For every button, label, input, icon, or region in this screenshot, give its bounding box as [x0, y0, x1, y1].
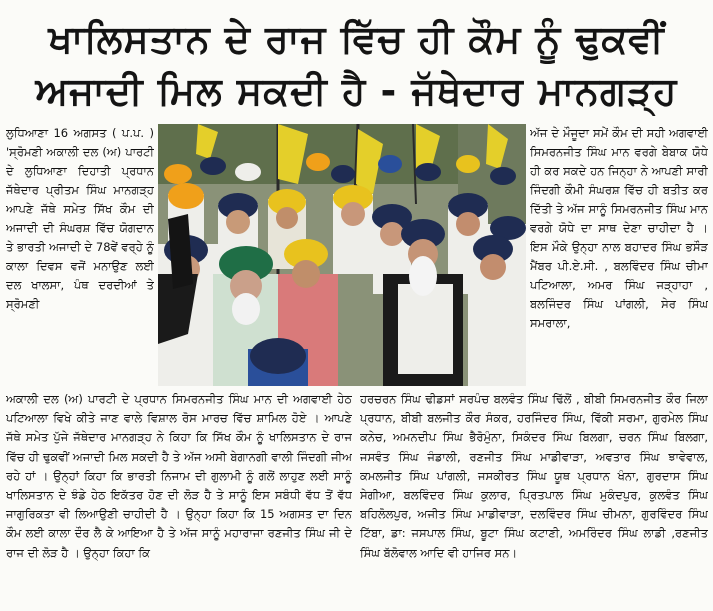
- protest-photo: [158, 124, 526, 386]
- article-bottom-right-column: ਹਰਚਰਨ ਸਿੰਘ ਢੀਡਸਾਂ ਸਰਪੰਚ ਬਲਵੰਤ ਸਿੰਘ ਢਿੱਲੋਂ , ਬੀਬੀ ਸਿਮਰਨਜੀਤ ਕੌਰ ਜਿਲਾ ਪ੍ਰਧਾਨ, ਬੀਬੀ ਬਲਜੀਤ ਕੌਰ ਸੰਕਰ, ਹਰਜਿੰਦਰ ਸਿੰਘ, ਵਿੱਕੀ ਸਰਮਾ, ਗੁਰਮੇਲ ਸਿੰਘ ਕਨੇਚ, ਅਮਨਦੀਪ ਸਿੰਘ ਭੈਰੋਮੁੰਨਾ, ਸਿਕੰਦਰ ਸਿੰਘ ਬਿਲਗਾ, ਚਰਨ ਸਿੰਘ ਬਿਲਗਾ, ਜਸਵੰਤ ਸਿੰਘ ਜੰਡਾਲੀ, ਰਣਜੀਤ ਸਿੰਘ ਮਾਡੀਵਾੜਾ, ਅਵਤਾਰ ਸਿੰਘ ਝਾਵੇਵਾਲ, ਕਮਲਜੀਤ ਸਿੰਘ ਪਾਂਗਲੀ, ਜਸਕੀਰਤ ਸਿੰਘ ਯੂਥ ਪ੍ਰਧਾਨ ਖੰਨਾ, ਗੁਰਦਾਸ ਸਿੰਘ ਸੇਗੀਆ, ਬਲਵਿੰਦਰ ਸਿੰਘ ਕੁਲਾਰ, ਪ੍ਰਿਤਪਾਲ ਸਿੰਘ ਮੁਕੰਦਪੁਰ, ਕੁਲਵੰਤ ਸਿੰਘ ਬਹਿਲੋਲਪੁਰ, ਅਜੀਤ ਸਿੰਘ ਮਾਡੀਵਾੜਾ, ਦਲਵਿੰਦਰ ਸਿੰਘ ਚੀਮਨਾ, ਗੁਰਵਿੰਦਰ ਸਿੰਘ ਟਿੱਬਾ, ਡਾ: ਜਸਪਾਲ ਸਿੰਘ, ਬੂਟਾ ਸਿੰਘ ਕਟਾਣੀ, ਅਮਰਿੰਦਰ ਸਿੰਘ ਲਾਡੀ ,ਰਣਜੀਤ ਸਿੰਘ ਬੱਲੋਵਾਲ ਆਦਿ ਵੀ ਹਾਜਿਰ ਸਨ।: [360, 392, 708, 560]
- article-bottom-left-column: ਅਕਾਲੀ ਦਲ (ਅ) ਪਾਰਟੀ ਦੇ ਪ੍ਰਧਾਨ ਸਿਮਰਨਜੀਤ ਸਿੰਘ ਮਾਨ ਦੀ ਅਗਵਾਈ ਹੇਠ ਪਟਿਆਲਾ ਵਿਖੇ ਕੀਤੇ ਜਾਣ ਵਾਲੇ ਵਿਸ਼ਾਲ ਰੋਸ ਮਾਰਚ ਵਿੱਚ ਸ਼ਾਮਿਲ ਹੋਏ । ਆਪਣੇ ਜੱਥੇ ਸਮੇਤ ਪੁੱਜੇ ਜੱਥੇਦਾਰ ਮਾਨਗੜ੍ਹ ਨੇ ਕਿਹਾ ਕਿ ਸਿੱਖ ਕੌਮ ਨੂੰ ਖਾਲਿਸਤਾਨ ਦੇ ਰਾਜ ਵਿੱਚ ਹੀ ਢੁਕਵੀਂ ਅਜਾਦੀ ਮਿਲ ਸਕਦੀ ਹੈ ਤੇ ਅੱਜ ਅਸੀ ਬੇਗਾਨਗੀ ਵਾਲੀ ਜਿੰਦਗੀ ਜੀਅ ਰਹੇ ਹਾਂ । ਉਨ੍ਹਾਂ ਕਿਹਾ ਕਿ ਭਾਰਤੀ ਨਿਜਾਮ ਦੀ ਗੁਲਾਮੀ ਨੂੰ ਗਲੋਂ ਲਾਹੁਣ ਲਈ ਸਾਨੂੰ ਖਾਲਿਸਤਾਨ ਦੇ ਝੰਡੇ ਹੇਠ ਇਕੱਤਰ ਹੋਣ ਦੀ ਲੋੜ ਹੈ ਤੇ ਸਾਨੂੰ ਇਸ ਸਬੰਧੀ ਵੱਧ ਤੋਂ ਵੱਧ ਜਾਗੁਰਿਕਤਾ ਵੀ ਲਿਆਉਣੀ ਚਾਹੀਦੀ ਹੈ । ਉਨ੍ਹਾ ਕਿਹਾ ਕਿ 15 ਅਗਸਤ ਦਾ ਦਿਨ ਕੌਮ ਲਈ ਕਾਲਾ ਦੌਰ ਲੈ ਕੇ ਆਇਆ ਹੈ ਤੇ ਅੱਜ ਸਾਨੂੰ ਮਹਾਰਾਜਾ ਰਣਜੀਤ ਸਿੰਘ ਜੀ ਦੇ ਰਾਜ ਦੀ ਲੋੜ ਹੈ । ਉਨ੍ਹਾ ਕਿਹਾ ਕਿ: [6, 392, 352, 560]
- article-right-column: ਅੱਜ ਦੇ ਮੌਜੂਦਾ ਸਮੇਂ ਕੌਮ ਦੀ ਸਹੀ ਅਗਵਾਈ ਸਿਮਰਨਜੀਤ ਸਿੰਘ ਮਾਨ ਵਰਗੇ ਬੇਬਾਕ ਯੋਧੇ ਹੀ ਕਰ ਸਕਦੇ ਹਨ ਜਿਨ੍ਹਾ ਨੇ ਆਪਣੀ ਸਾਰੀ ਜਿੰਦਗੀ ਕੌਮੀ ਸੰਘਰਸ਼ ਵਿੱਚ ਹੀ ਬਤੀਤ ਕਰ ਦਿੱਤੀ ਤੇ ਅੱਜ ਸਾਨੂੰ ਸਿਮਰਨਜੀਤ ਸਿੰਘ ਮਾਨ ਵਰਗੇ ਯੋਧੇ ਦਾ ਸਾਥ ਦੇਣਾ ਚਾਹੀਦਾ ਹੈ । ਇਸ ਮੌਕੇ ਉਨ੍ਹਾ ਨਾਲ ਬਹਾਦਰ ਸਿੰਘ ਭਸੌੜ ਮੈਂਬਰ ਪੀ.ਏ.ਸੀ. , ਬਲਵਿੰਦਰ ਸਿੰਘ ਚੀਮਾ ਪਟਿਆਲਾ, ਅਮਰ ਸਿੰਘ ਜੜ੍ਹਾਹਾ , ਬਲਜਿੰਦਰ ਸਿੰਘ ਪਾਂਗਲੀ, ਸੇਰ ਸਿੰਘ ਸਮਰਾਲਾ,: [530, 126, 708, 330]
- article-left-column: ਲੁਧਿਆਣਾ 16 ਅਗਸਤ ( ਪ.ਪ. ) 'ਸ੍ਰੋਮਣੀ ਅਕਾਲੀ ਦਲ (ਅ) ਪਾਰਟੀ ਦੇ ਲੁਧਿਆਣਾ ਦਿਹਾਤੀ ਪ੍ਰਧਾਨ ਜੱਥੇਦਾਰ ਪ੍ਰੀਤਮ ਸਿੰਘ ਮਾਨਗੜ੍ਹ ਆਪਣੇ ਜੱਥੇ ਸਮੇਤ ਸਿੱਖ ਕੌਮ ਦੀ ਅਜਾਦੀ ਦੀ ਸੰਘਰਸ਼ ਵਿੱਚ ਯੋਗਦਾਨ ਤੇ ਭਾਰਤੀ ਅਜਾਦੀ ਦੇ 78ਵੇਂ ਵਰ੍ਹੇ ਨੂੰ ਕਾਲਾ ਦਿਵਸ ਵਜੋਂ ਮਨਾਉਣ ਲਈ ਦਲ ਖਾਲਸਾ, ਪੰਥ ਦਰਦੀਆਂ ਤੇ ਸ੍ਰੋਮਣੀ: [6, 126, 154, 311]
- headline-line-2: ਅਜਾਦੀ ਮਿਲ ਸਕਦੀ ਹੈ - ਜੱਥੇਦਾਰ ਮਾਨਗੜ੍ਹ: [35, 69, 678, 113]
- headline-line-1: ਖਾਲਿਸਤਾਨ ਦੇ ਰਾਜ ਵਿੱਚ ਹੀ ਕੌਮ ਨੂੰ ਢੁਕਵੀਂ: [48, 17, 665, 61]
- protest-crowd-illustration: [158, 124, 526, 386]
